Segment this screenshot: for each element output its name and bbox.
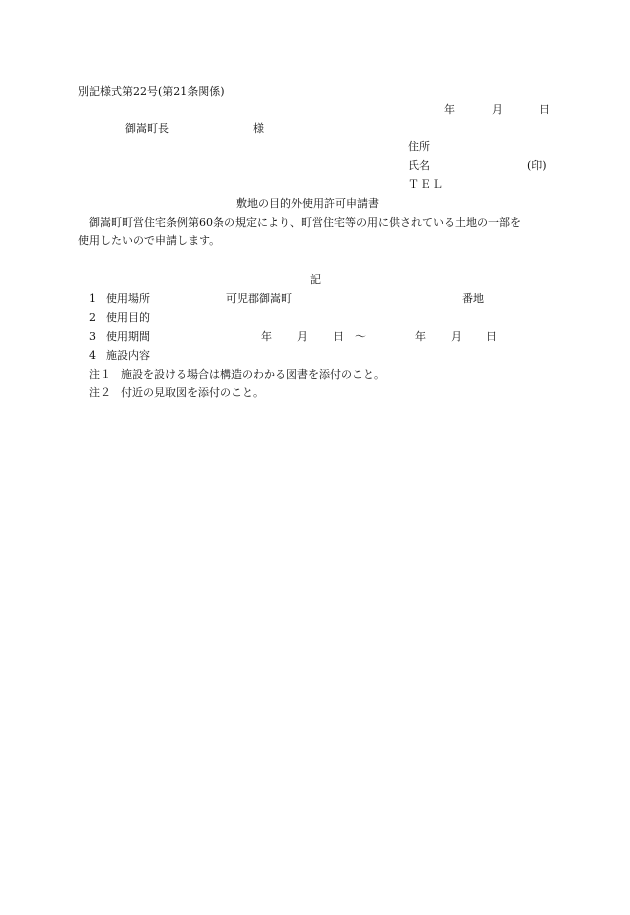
date-month-label: 月 (492, 103, 503, 116)
item3-label: 使用期間 (106, 330, 150, 343)
item3-to-year: 年 (415, 330, 426, 343)
item4-label: 施設内容 (106, 349, 150, 362)
ki-heading: 記 (310, 273, 321, 286)
item1-number: 1 (89, 292, 96, 305)
tel-label: ＴＥＬ (408, 178, 444, 191)
note1-text: 施設を設ける場合は構造のわかる図書を添付のこと。 (121, 368, 385, 381)
note2-text: 付近の見取図を添付のこと。 (121, 386, 264, 399)
body-text-line1: 御嵩町町営住宅条例第60条の規定により、町営住宅等の用に供されている土地の一部を (89, 216, 521, 229)
item3-from-month: 月 (297, 330, 308, 343)
address-label: 住所 (408, 140, 430, 153)
item4-number: 4 (89, 349, 96, 362)
item3-tilde: ～ (355, 330, 366, 343)
item2-label: 使用目的 (106, 311, 150, 324)
addressee-honorific: 様 (253, 122, 264, 135)
item3-to-day: 日 (486, 330, 497, 343)
name-label: 氏名 (408, 159, 430, 172)
item1-location: 可児郡御嵩町 (226, 292, 292, 305)
seal-mark: (印) (527, 159, 547, 172)
item2-number: 2 (89, 311, 96, 324)
item3-from-day: 日 (333, 330, 344, 343)
item3-from-year: 年 (261, 330, 272, 343)
form-number: 別記様式第22号(第21条関係) (78, 85, 225, 98)
item1-banchi: 番地 (462, 292, 484, 305)
note2-label: 注２ (89, 386, 111, 399)
date-day-label: 日 (539, 103, 550, 116)
date-year-label: 年 (444, 103, 455, 116)
item3-to-month: 月 (451, 330, 462, 343)
item3-number: 3 (89, 330, 96, 343)
note1-label: 注１ (89, 368, 111, 381)
document-title: 敷地の目的外使用許可申請書 (236, 197, 379, 210)
body-text-line2: 使用したいので申請します。 (78, 234, 221, 247)
item1-label: 使用場所 (106, 292, 150, 305)
addressee-name: 御嵩町長 (125, 122, 169, 135)
